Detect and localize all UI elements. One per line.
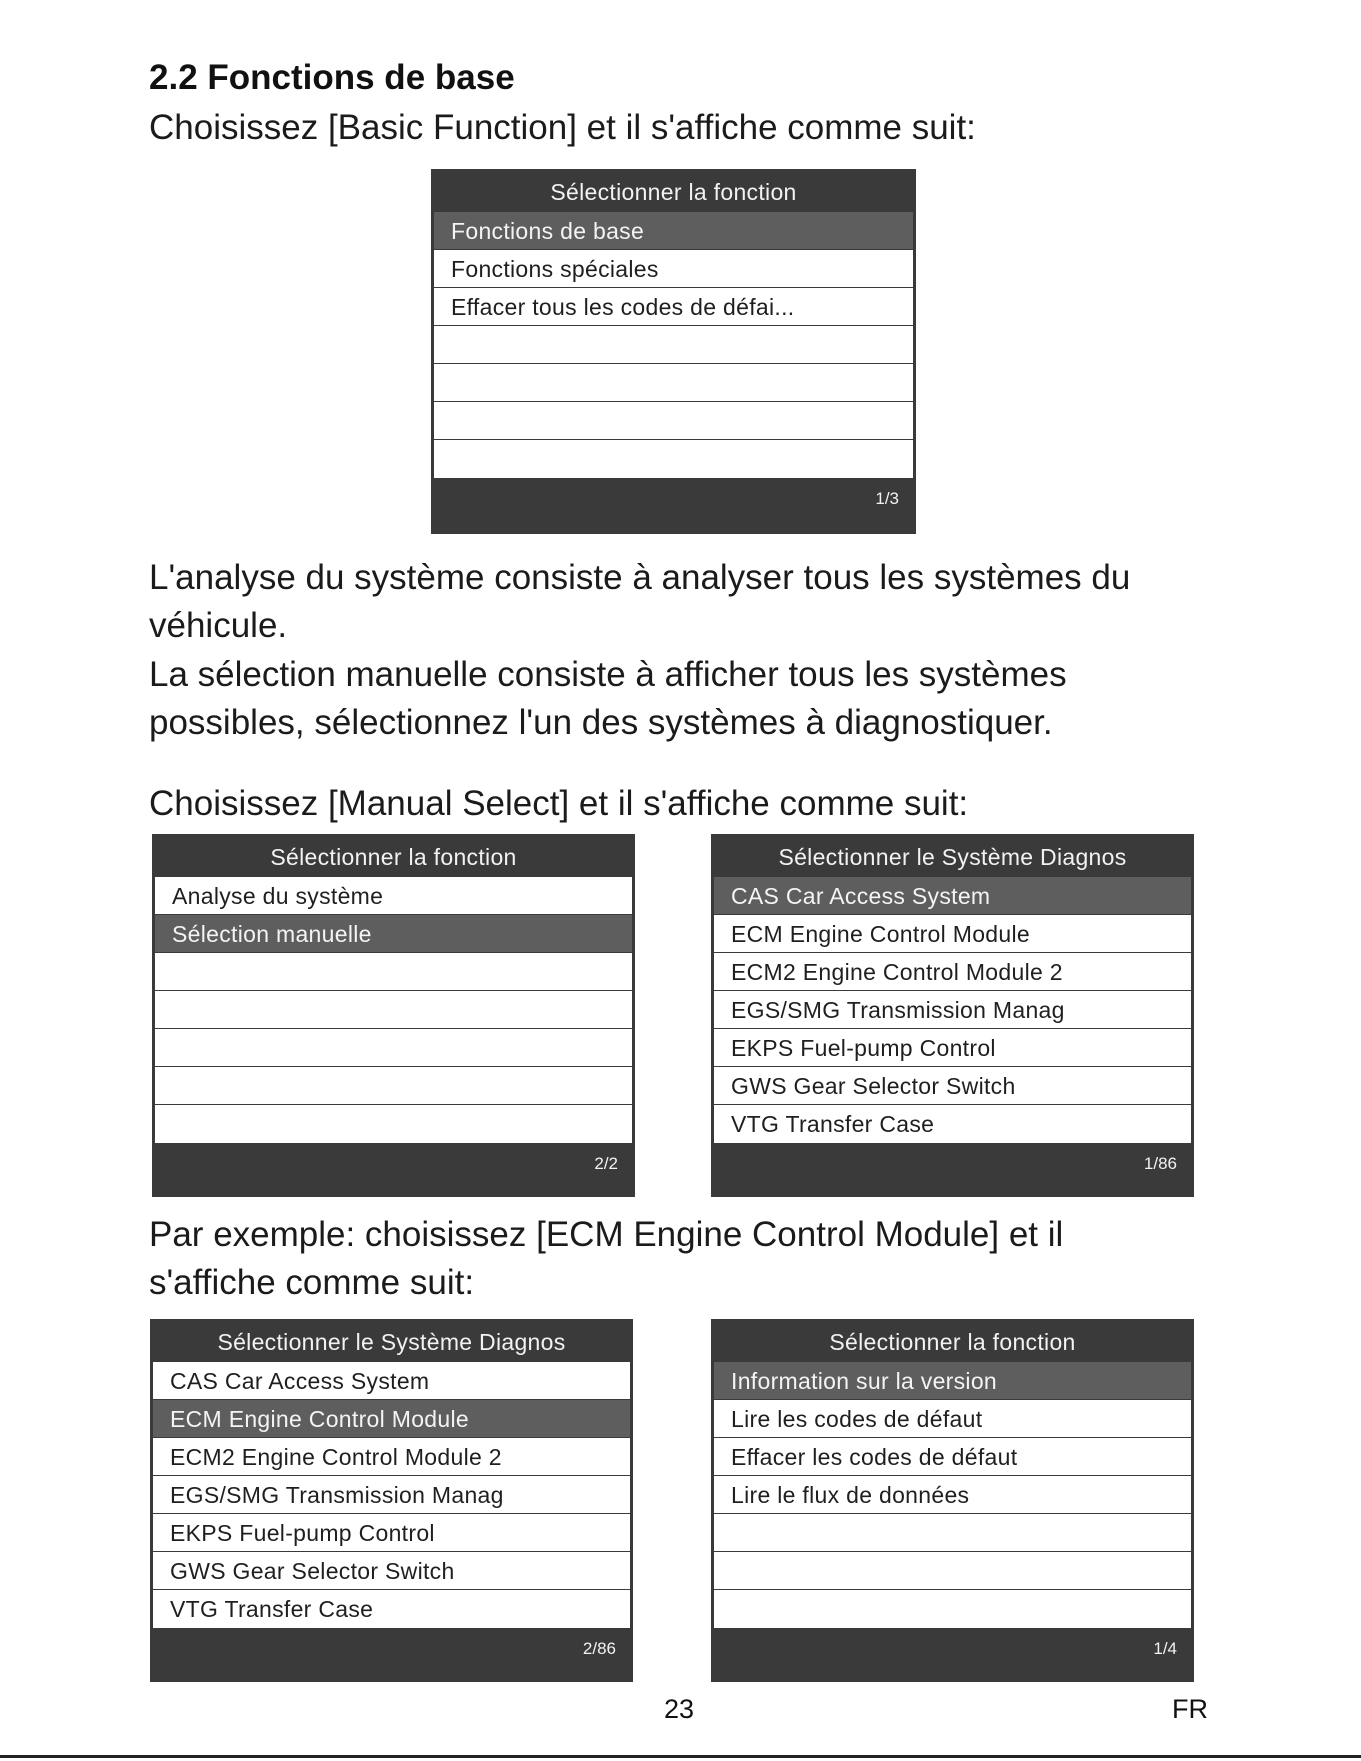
menu-list [714,1362,1191,1628]
menu-list [153,1362,630,1628]
menu-item-empty[interactable] [714,1552,1191,1590]
screen-ecm-functions [711,1319,1194,1682]
menu-item[interactable]: Fonctions de base [434,212,913,250]
screen-title: Sélectionner le Système Diagnos [217,1329,566,1355]
menu-item-empty[interactable] [155,1029,632,1067]
menu-item-empty[interactable] [714,1590,1191,1628]
menu-item[interactable]: Fonctions spéciales [434,250,913,288]
bottom-rule [0,1755,1361,1758]
paragraph-system-scan-2: véhicule. [149,606,288,645]
intro-text: Choisissez [Basic Function] et il s'affiche comme suit: [149,108,976,147]
page-indicator: 2/2 [594,1154,618,1173]
paragraph-manual-select-1: La sélection manuelle consiste à afficher tous les systèmes [149,655,1067,694]
page-indicator: 1/86 [1143,1154,1177,1173]
paragraph-system-scan-1: L'analyse du système consiste à analyser tous les systèmes du [149,558,1131,597]
menu-item[interactable]: CAS Car Access System [153,1362,630,1400]
menu-item-empty[interactable] [714,1514,1191,1552]
section-heading: 2.2 Fonctions de base [149,58,515,97]
menu-item[interactable]: VTG Transfer Case [170,1596,374,1622]
screen-system-list-2 [150,1319,633,1682]
menu-item-empty[interactable] [434,402,913,440]
menu-item-empty[interactable] [434,440,913,478]
menu-item[interactable]: Sélection manuelle [155,915,632,953]
menu-item[interactable]: Effacer les codes de défaut [714,1438,1191,1476]
screen-basic-function [431,169,916,534]
menu-item[interactable]: ECM2 Engine Control Module 2 [714,953,1191,991]
menu-item[interactable]: VTG Transfer Case [731,1111,935,1137]
menu-list [434,212,913,478]
page-indicator: 1/4 [1153,1639,1177,1658]
page-indicator: 1/3 [875,489,899,508]
menu-item-empty[interactable] [155,953,632,991]
menu-item-empty[interactable] [155,991,632,1029]
screen-title: Sélectionner la fonction [270,844,517,870]
page-number: 23 [664,1694,695,1724]
menu-item[interactable]: Lire le flux de données [714,1476,1191,1514]
menu-item-empty[interactable] [434,326,913,364]
menu-item-empty[interactable] [155,1067,632,1105]
example-text-1: Par exemple: choisissez [ECM Engine Control Module] et il [149,1215,1064,1254]
menu-item[interactable]: Lire les codes de défaut [714,1400,1191,1438]
menu-item[interactable]: GWS Gear Selector Switch [714,1067,1191,1105]
menu-item[interactable]: EGS/SMG Transmission Manag [714,991,1191,1029]
menu-item[interactable]: ECM Engine Control Module [153,1400,630,1438]
screen-title: Sélectionner la fonction [829,1329,1076,1355]
screen-system-list-1 [711,834,1194,1197]
menu-item[interactable]: EKPS Fuel-pump Control [153,1514,630,1552]
menu-list [714,877,1191,1143]
menu-item[interactable]: Analyse du système [155,877,632,915]
page-indicator: 2/86 [582,1639,616,1658]
menu-item[interactable]: EGS/SMG Transmission Manag [153,1476,630,1514]
screen-manual-select [152,834,635,1197]
menu-item[interactable]: EKPS Fuel-pump Control [714,1029,1191,1067]
paragraph-manual-select-2: possibles, sélectionnez l'un des systèmes à diagnostiquer. [149,703,1053,742]
screen-title: Sélectionner le Système Diagnos [778,844,1127,870]
menu-item[interactable]: Effacer tous les codes de défai... [434,288,913,326]
menu-item-empty[interactable] [434,364,913,402]
example-text-2: s'affiche comme suit: [149,1263,475,1302]
screen-title: Sélectionner la fonction [550,179,797,205]
menu-item-empty[interactable] [155,1105,632,1143]
menu-item[interactable]: ECM Engine Control Module [714,915,1191,953]
menu-list [155,877,632,1143]
manual-select-intro: Choisissez [Manual Select] et il s'affiche comme suit: [149,784,969,823]
menu-item[interactable]: GWS Gear Selector Switch [153,1552,630,1590]
language-tag: FR [1172,1694,1208,1724]
menu-item[interactable]: CAS Car Access System [714,877,1191,915]
menu-item[interactable]: Information sur la version [714,1362,1191,1400]
menu-item[interactable]: ECM2 Engine Control Module 2 [153,1438,630,1476]
